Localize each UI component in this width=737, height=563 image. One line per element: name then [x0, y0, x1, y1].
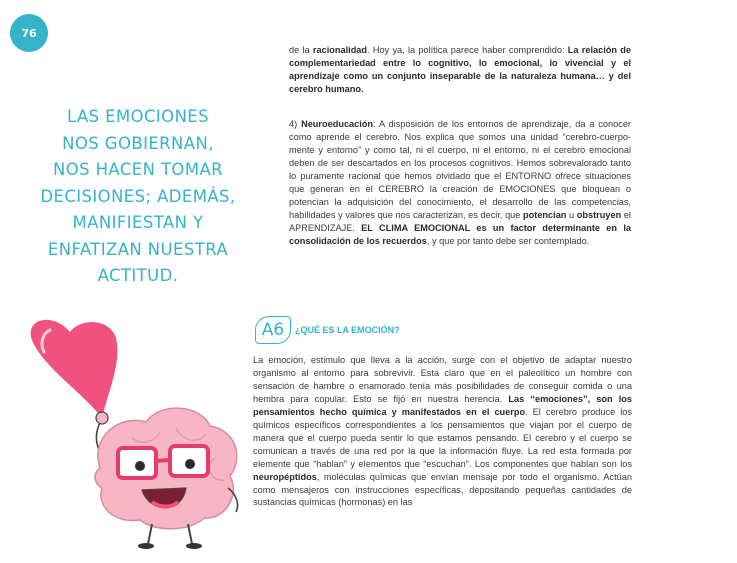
pull-quote-line: MANIFIESTAN Y — [72, 213, 204, 232]
pull-quote-line: DECISIONES; ADEMÁS, — [40, 186, 236, 206]
pull-quote-line: NOS GOBIERNAN, — [62, 133, 214, 153]
pull-quote-line: ENFATIZAN NUESTRA — [47, 239, 229, 259]
page-number: 76 — [10, 14, 48, 52]
pull-quote-line: LAS EMOCIONES — [66, 107, 210, 126]
brain-holding-heart-icon — [14, 318, 250, 550]
section-badge: A6 — [255, 316, 291, 344]
paragraph-neuroeducacion: 4) Neuroeducación: A disposición de los entornos de aprendizaje, da a conocer como aprende el cerebro. Nos explica que somos una unidad “cerebro-cuerpo-mente y entorno” y como tal, ni el cuerpo, ni el entorno, ni el cerebro emocional deben de ser descartados en los procesos cognitivos. Hemos sobrevalorado tanto lo puramente racional que hemos olvidado que el ENTORNO ofrece situaciones que generan en el CEREBRO la creación de EMOCIONES que bloquean o potencian la adquisición del conocimiento, el desarrollo de las competencias, habilidades y valores que nos caracterizan, es decir, que potencian u obstruyen el APRENDIZAJE. EL CLIMA EMOCIONAL es un factor determinante en la consolidación de los recuerdos, y que por tanto debe ser contemplado. — [289, 119, 631, 246]
section-title: ¿QUÉ ES LA EMOCIÓN? — [295, 325, 400, 335]
pull-quote-line: ACTITUD. — [97, 266, 179, 285]
paragraph-emocion: La emoción, estimulo que lleva a la acción, surge con el objetivo de adaptar nuestro organismo al entorno para sobrevivir. Esta claro que en el paleolítico un hombre con sensación de hambre o enamorado tenía más posibilidades de conseguir comida o una hembra para copular. Esto se fijó en nuestra herencia. Las “emociones”, son los pensamientos hecho química y manifestados en el cuerpo. El cerebro produce los químicos específicos correspondientes a los pensamientos que viajan por el cuerpo de manera que el cuerpo pueda sentir lo que estamos pensando. El cerebro y el cuerpo se comunican a través de una red por la que la información fluye. La red esta formada por elemente que “hablan” y elementos que “escuchan”. Los componentes que hablan son los neuropéptidos, moléculas químicas que envían mensaje por todo el organismo. Actúan como mensajeros con instrucciones específicas, depositando pequeñas cantidades de sustancias químicas (hormonas) en las — [253, 355, 632, 508]
pull-quote — [38, 104, 238, 290]
paragraph-racionalidad: de la racionalidad. Hoy ya, la política parece haber comprendido: La relación de complementariedad entre lo cognitivo, lo emocional, lo vivencial y el aprendizaje como un conjunto inseparable de la naturaleza humana… y del cerebro humano. — [289, 45, 631, 94]
section-heading — [255, 314, 400, 346]
pull-quote-line: NOS HACEN TOMAR — [52, 160, 224, 179]
